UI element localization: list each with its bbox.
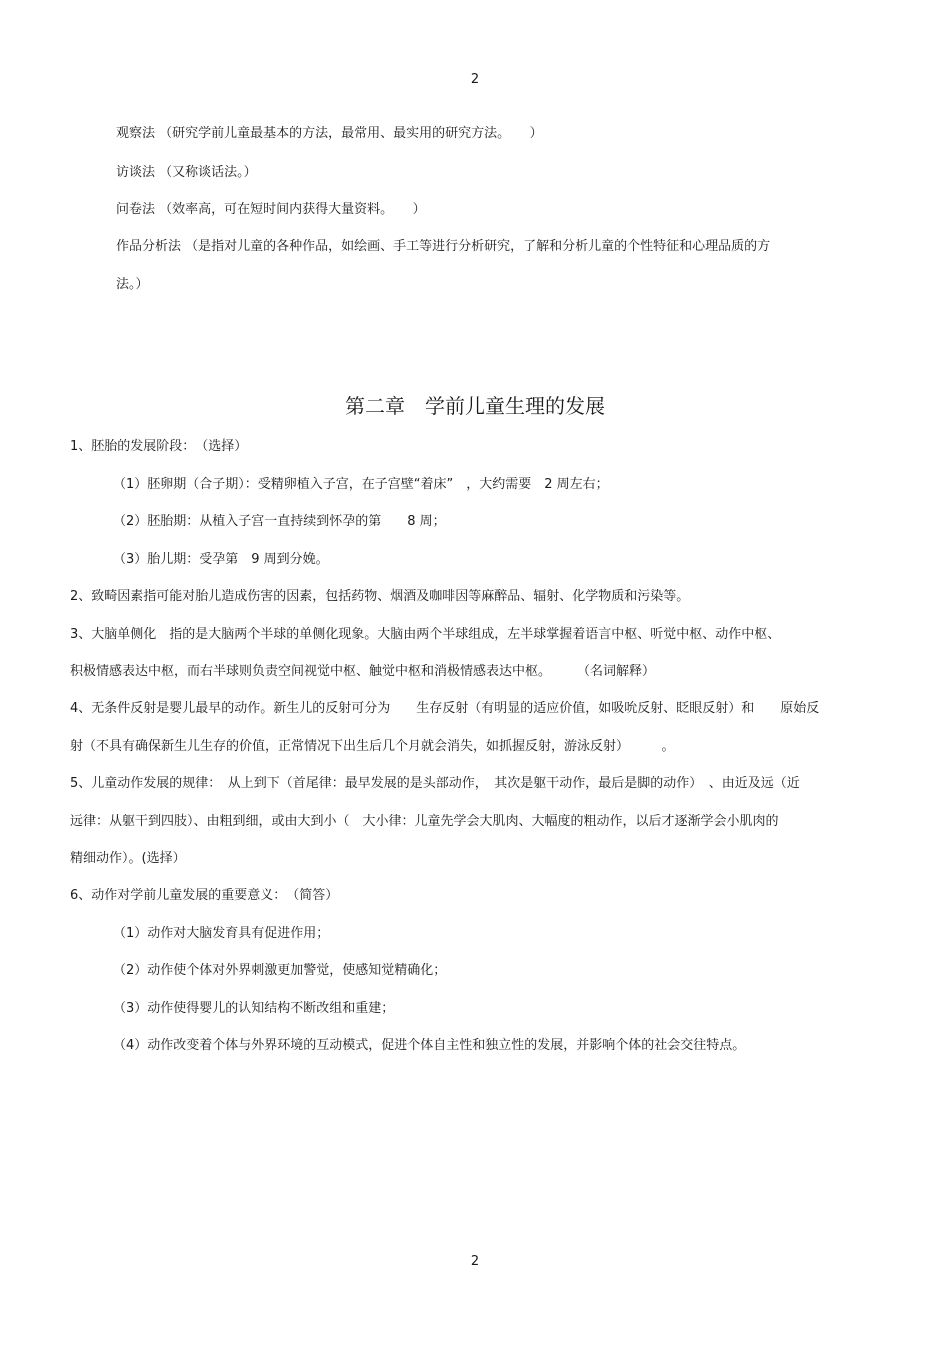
header-page-number: 2 bbox=[470, 72, 480, 87]
list-item: 4、无条件反射是婴儿最早的动作。新生儿的反射可分为 生存反射（有明显的适应价值，如吸吮反射、眨眼反射）和 原始反 bbox=[70, 701, 820, 716]
method-work-analysis: 作品分析法 （是指对儿童的各种作品，如绘画、手工等进行分析研究，了解和分析儿童的个性特征和心理品质的方 bbox=[116, 239, 771, 254]
method-observation: 观察法 （研究学前儿童最基本的方法，最常用、最实用的研究方法。 ） bbox=[116, 126, 543, 141]
list-item: 远律：从躯干到四肢）、由粗到细，或由大到小（ 大小律：儿童先学会大肌肉、大幅度的粗动作，以后才逐渐学会小肌肉的 bbox=[70, 814, 779, 829]
list-item: （1）动作对大脑发育具有促进作用； bbox=[113, 926, 330, 941]
list-item: 5、儿童动作发展的规律： 从上到下（首尾律：最早发展的是头部动作， 其次是躯干动作，最后是脚的动作） 、由近及远（近 bbox=[70, 776, 800, 791]
list-item: （1）胚卵期（合子期）：受精卵植入子宫，在子宫壁“着床” ，大约需要 2 周左右； bbox=[113, 477, 609, 492]
chapter-title: 第二章 学前儿童生理的发展 bbox=[345, 394, 605, 418]
method-work-analysis-cont: 法。） bbox=[116, 277, 149, 292]
list-item: （3）胎儿期：受孕第 9 周到分娩。 bbox=[113, 552, 329, 567]
method-questionnaire: 问卷法 （效率高，可在短时间内获得大量资料。 ） bbox=[116, 202, 426, 217]
list-item: （4）动作改变着个体与外界环境的互动模式，促进个体自主性和独立性的发展，并影响个体的社会交往特点。 bbox=[113, 1038, 746, 1053]
list-item: 3、大脑单侧化 指的是大脑两个半球的单侧化现象。大脑由两个半球组成，左半球掌握着语言中枢、听觉中枢、动作中枢、 bbox=[70, 627, 781, 642]
list-item: 精细动作）。(选择） bbox=[70, 851, 186, 866]
list-item: （2）动作使个体对外界刺激更加警觉，使感知觉精确化； bbox=[113, 963, 447, 978]
list-item: （2）胚胎期：从植入子宫一直持续到怀孕的第 8 周； bbox=[113, 514, 446, 529]
method-interview: 访谈法 （又称谈话法。） bbox=[116, 165, 257, 180]
list-item: 1、胚胎的发展阶段： （选择） bbox=[70, 439, 248, 454]
list-item: 射（不具有确保新生儿生存的价值，正常情况下出生后几个月就会消失，如抓握反射，游泳反射） 。 bbox=[70, 739, 675, 754]
list-item: 2、致畸因素指可能对胎儿造成伤害的因素，包括药物、烟酒及咖啡因等麻醉品、辐射、化学物质和污染等。 bbox=[70, 589, 690, 604]
list-item: （3）动作使得婴儿的认知结构不断改组和重建； bbox=[113, 1001, 395, 1016]
list-item: 6、动作对学前儿童发展的重要意义： （简答） bbox=[70, 888, 339, 903]
footer-page-number: 2 bbox=[470, 1254, 480, 1269]
list-item: 积极情感表达中枢，而右半球则负责空间视觉中枢、触觉中枢和消极情感表达中枢。 （名词解释） bbox=[70, 664, 656, 679]
